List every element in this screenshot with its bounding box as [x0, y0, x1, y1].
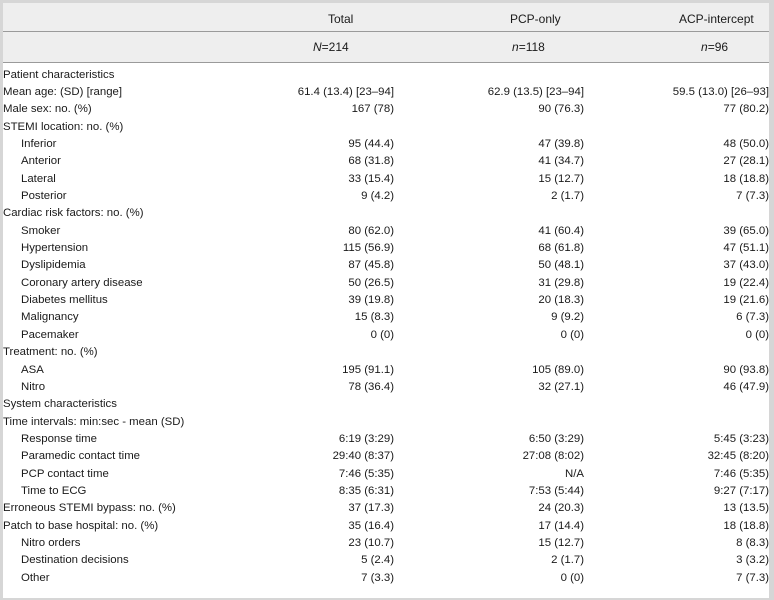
value-pcp-only: 9 (9.2) [551, 311, 584, 324]
value-acp-intercept: 3 (3.2) [736, 554, 769, 567]
row-label: System characteristics [3, 398, 117, 411]
value-pcp-only: 7:53 (5:44) [528, 484, 584, 497]
value-total [263, 66, 394, 83]
value-total: 29:40 (8:37) [332, 450, 394, 463]
value-total: 39 (19.8) [348, 294, 394, 307]
table-row [3, 309, 769, 326]
value-acp-intercept: 5:45 (3:23) [713, 432, 769, 445]
row-label: Cardiac risk factors: no. (%) [3, 207, 144, 220]
value-pcp-only [394, 66, 584, 83]
value-total: 80 (62.0) [348, 224, 394, 237]
table-row [3, 205, 769, 222]
table-row [3, 153, 769, 170]
value-acp-intercept: 7 (7.3) [736, 190, 769, 203]
table-row [3, 378, 769, 395]
value-pcp-only: 0 (0) [560, 328, 584, 341]
table-row [3, 326, 769, 343]
value-pcp-only [394, 205, 584, 222]
row-label: Anterior [21, 155, 61, 168]
value-pcp-only: 41 (60.4) [538, 224, 584, 237]
table-row [3, 101, 769, 118]
value-total: 61.4 (13.4) [23–94] [297, 86, 394, 99]
value-pcp-only [394, 344, 584, 361]
row-label: Patch to base hospital: no. (%) [3, 519, 159, 532]
value-pcp-only [394, 396, 584, 413]
row-label: Nitro [21, 380, 46, 393]
table-row [3, 465, 769, 482]
value-total: 0 (0) [370, 328, 394, 341]
data-table [3, 66, 769, 586]
value-acp-intercept: 8 (8.3) [736, 536, 769, 549]
table-row [3, 83, 769, 100]
table-frame [3, 3, 769, 598]
value-acp-intercept: 48 (50.0) [723, 138, 769, 151]
n-pcp-only: n=118 [512, 40, 545, 54]
value-total: 23 (10.7) [348, 536, 394, 549]
value-pcp-only: 17 (14.4) [538, 519, 584, 532]
value-acp-intercept: 6 (7.3) [736, 311, 769, 324]
value-acp-intercept [584, 344, 769, 361]
value-pcp-only: 6:50 (3:29) [528, 432, 584, 445]
value-total: 115 (56.9) [342, 242, 394, 255]
value-total: 78 (36.4) [348, 380, 394, 393]
value-acp-intercept: 18 (18.8) [723, 519, 769, 532]
table-row [3, 482, 769, 499]
table-row [3, 448, 769, 465]
table-row [3, 344, 769, 361]
table-row [3, 257, 769, 274]
row-label: Diabetes mellitus [21, 294, 108, 307]
value-acp-intercept: 77 (80.2) [723, 103, 769, 116]
value-pcp-only: 41 (34.7) [538, 155, 584, 168]
row-label: Male sex: no. (%) [3, 103, 92, 116]
table-row [3, 552, 769, 569]
value-pcp-only: 2 (1.7) [551, 190, 584, 203]
value-total: 68 (31.8) [348, 155, 394, 168]
value-total: 35 (16.4) [348, 519, 394, 532]
row-label: Time intervals: min:sec - mean (SD) [3, 415, 185, 428]
table-row [3, 187, 769, 204]
value-acp-intercept: 27 (28.1) [723, 155, 769, 168]
value-acp-intercept [584, 413, 769, 430]
row-label: PCP contact time [21, 467, 109, 480]
value-pcp-only: 90 (76.3) [538, 103, 584, 116]
row-label: Dyslipidemia [21, 259, 86, 272]
value-acp-intercept: 90 (93.8) [723, 363, 769, 376]
value-acp-intercept: 9:27 (7:17) [713, 484, 769, 497]
value-pcp-only: 32 (27.1) [538, 380, 584, 393]
row-label: Time to ECG [21, 484, 87, 497]
value-total [263, 118, 394, 135]
table-row [3, 222, 769, 239]
row-label: Coronary artery disease [21, 276, 143, 289]
value-pcp-only: 0 (0) [560, 571, 584, 584]
n-acp-intercept: n=96 [701, 40, 729, 54]
value-pcp-only [394, 413, 584, 430]
value-total: 167 (78) [351, 103, 394, 116]
value-total [263, 344, 394, 361]
value-pcp-only: 31 (29.8) [538, 276, 584, 289]
value-total: 37 (17.3) [348, 502, 394, 515]
table-row [3, 170, 769, 187]
value-pcp-only: 27:08 (8:02) [522, 450, 584, 463]
table-row [3, 135, 769, 152]
value-total: 15 (8.3) [354, 311, 394, 324]
value-pcp-only: 105 (89.0) [532, 363, 584, 376]
header-divider [3, 31, 769, 32]
value-total: 5 (2.4) [361, 554, 394, 567]
table-row [3, 517, 769, 534]
table-row [3, 413, 769, 430]
table-row [3, 66, 769, 83]
table-row [3, 291, 769, 308]
row-label: Pacemaker [21, 328, 79, 341]
value-acp-intercept [584, 205, 769, 222]
n-total: N=214 [313, 40, 349, 54]
row-label: Mean age: (SD) [range] [3, 86, 123, 99]
row-label: Patient characteristics [3, 68, 115, 81]
value-acp-intercept: 13 (13.5) [723, 502, 769, 515]
value-acp-intercept: 19 (21.6) [723, 294, 769, 307]
value-total: 9 (4.2) [361, 190, 394, 203]
value-acp-intercept: 37 (43.0) [723, 259, 769, 272]
value-total: 8:35 (6:31) [338, 484, 394, 497]
value-total [263, 396, 394, 413]
col-header-acp-intercept: ACP-intercept [679, 12, 754, 26]
value-pcp-only: 15 (12.7) [538, 172, 584, 185]
value-acp-intercept: 32:45 (8:20) [707, 450, 769, 463]
value-acp-intercept: 18 (18.8) [723, 172, 769, 185]
value-total: 7:46 (5:35) [338, 467, 394, 480]
table-row [3, 361, 769, 378]
value-total: 6:19 (3:29) [338, 432, 394, 445]
value-total: 33 (15.4) [348, 172, 394, 185]
row-label: Posterior [21, 190, 67, 203]
table-row [3, 396, 769, 413]
value-pcp-only: 15 (12.7) [538, 536, 584, 549]
value-pcp-only: 47 (39.8) [538, 138, 584, 151]
row-label: Other [21, 571, 50, 584]
value-acp-intercept: 7:46 (5:35) [713, 467, 769, 480]
value-pcp-only: 24 (20.3) [538, 502, 584, 515]
row-label: Response time [21, 432, 97, 445]
value-pcp-only: 62.9 (13.5) [23–94] [487, 86, 584, 99]
value-acp-intercept: 59.5 (13.0) [26–93] [672, 86, 769, 99]
row-label: Nitro orders [21, 536, 81, 549]
row-label: Destination decisions [21, 554, 129, 567]
value-total: 87 (45.8) [348, 259, 394, 272]
value-acp-intercept: 7 (7.3) [736, 571, 769, 584]
value-acp-intercept: 19 (22.4) [723, 276, 769, 289]
table-row [3, 569, 769, 586]
col-header-total: Total [328, 12, 354, 26]
row-label: Lateral [21, 172, 56, 185]
value-acp-intercept [584, 118, 769, 135]
row-label: Treatment: no. (%) [3, 346, 98, 359]
table-row [3, 534, 769, 551]
row-label: Smoker [21, 224, 61, 237]
value-pcp-only: 20 (18.3) [538, 294, 584, 307]
value-acp-intercept: 39 (65.0) [723, 224, 769, 237]
value-acp-intercept: 47 (51.1) [723, 242, 769, 255]
value-total: 95 (44.4) [348, 138, 394, 151]
value-pcp-only: 2 (1.7) [551, 554, 584, 567]
row-label: Erroneous STEMI bypass: no. (%) [3, 502, 176, 515]
table-row [3, 118, 769, 135]
value-total: 7 (3.3) [361, 571, 394, 584]
value-acp-intercept [584, 66, 769, 83]
value-total: 195 (91.1) [342, 363, 394, 376]
col-header-pcp-only: PCP-only [510, 12, 561, 26]
row-label: Malignancy [21, 311, 79, 324]
row-label: Hypertension [21, 242, 89, 255]
value-acp-intercept: 0 (0) [745, 328, 769, 341]
table-header [3, 3, 769, 63]
value-pcp-only: 50 (48.1) [538, 259, 584, 272]
value-pcp-only: 68 (61.8) [538, 242, 584, 255]
table-row [3, 239, 769, 256]
value-pcp-only: N/A [565, 467, 584, 480]
table-row [3, 500, 769, 517]
value-total [263, 413, 394, 430]
value-total: 50 (26.5) [348, 276, 394, 289]
header-bottom-rule [3, 62, 769, 63]
row-label: ASA [21, 363, 44, 376]
table-row [3, 274, 769, 291]
row-label: Inferior [21, 138, 57, 151]
value-pcp-only [394, 118, 584, 135]
value-acp-intercept: 46 (47.9) [723, 380, 769, 393]
table-row [3, 430, 769, 447]
row-label: Paramedic contact time [21, 450, 141, 463]
value-acp-intercept [584, 396, 769, 413]
row-label: STEMI location: no. (%) [3, 120, 124, 133]
value-total [263, 205, 394, 222]
